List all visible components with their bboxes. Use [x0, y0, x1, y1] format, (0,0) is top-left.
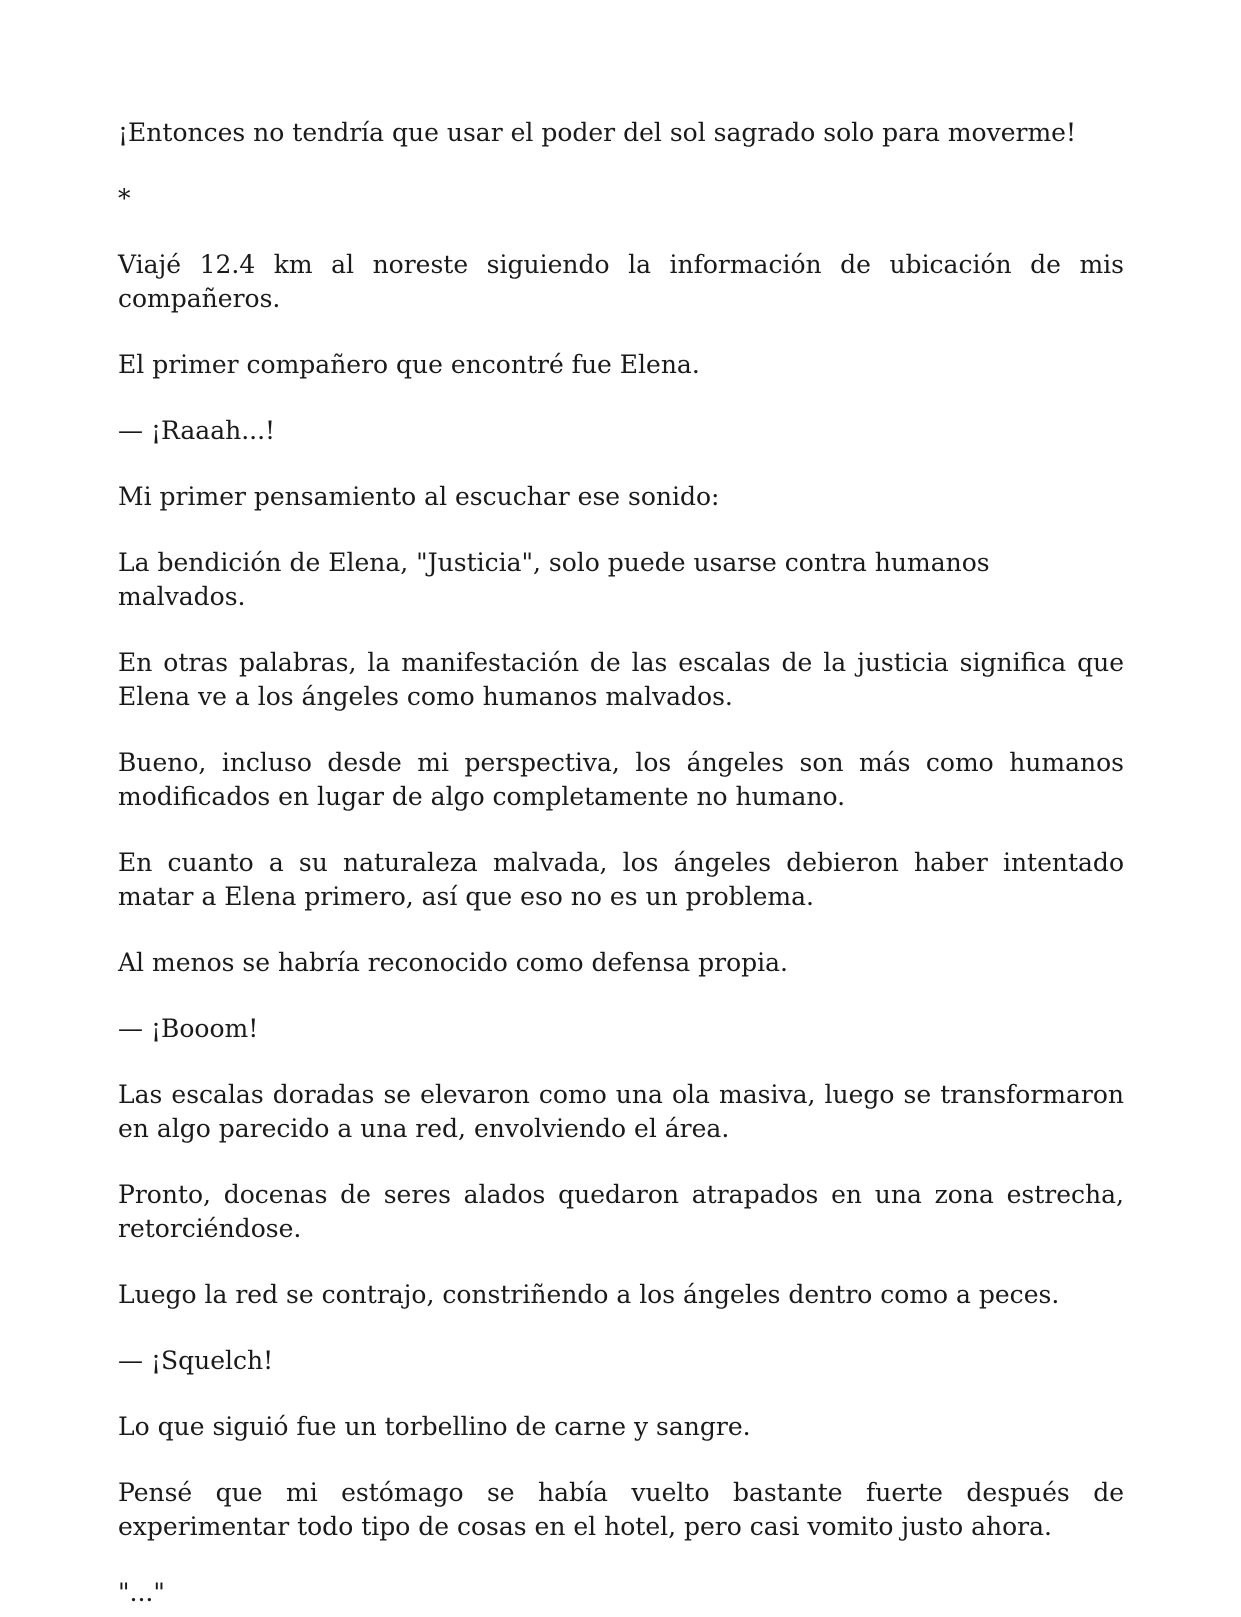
paragraph-5: La bendición de Elena, "Justicia", solo puede usarse contra humanos malvados.	[118, 548, 990, 611]
paragraph-15: "..."	[118, 1578, 165, 1607]
paragraph-2: Viajé 12.4 km al noreste siguiendo la información de ubicación de mis compañeros.	[118, 250, 1124, 313]
paragraph-1: ¡Entonces no tendría que usar el poder del sol sagrado solo para moverme!	[118, 118, 1076, 147]
scene-break: *	[118, 184, 131, 213]
paragraph-6: En otras palabras, la manifestación de las escalas de la justicia significa que Elena ve a los ángeles como humanos malvados.	[118, 648, 1124, 711]
paragraph-4: Mi primer pensamiento al escuchar ese sonido:	[118, 482, 720, 511]
paragraph-10: Las escalas doradas se elevaron como una ola masiva, luego se transformaron en algo parecido a una red, envolviendo el área.	[118, 1080, 1124, 1143]
paragraph-13: Lo que siguió fue un torbellino de carne y sangre.	[118, 1412, 751, 1441]
paragraph-8: En cuanto a su naturaleza malvada, los ángeles debieron haber intentado matar a Elena primero, así que eso no es un problema.	[118, 848, 1124, 911]
dialogue-booom: — ¡Booom!	[118, 1014, 259, 1043]
paragraph-3: El primer compañero que encontré fue Elena.	[118, 350, 700, 379]
paragraph-9: Al menos se habría reconocido como defensa propia.	[118, 948, 788, 977]
paragraph-11: Pronto, docenas de seres alados quedaron atrapados en una zona estrecha, retorciéndose.	[118, 1180, 1124, 1243]
paragraph-7: Bueno, incluso desde mi perspectiva, los ángeles son más como humanos modificados en lugar de algo completamente no humano.	[118, 748, 1124, 811]
paragraph-12: Luego la red se contrajo, constriñendo a los ángeles dentro como a peces.	[118, 1280, 1060, 1309]
text-column	[118, 116, 1124, 1617]
dialogue-squelch: — ¡Squelch!	[118, 1346, 274, 1375]
dialogue-raaah: — ¡Raaah...!	[118, 416, 276, 445]
paragraph-14: Pensé que mi estómago se había vuelto bastante fuerte después de experimentar todo tipo de cosas en el hotel, pero casi vomito justo ahora.	[118, 1478, 1124, 1541]
